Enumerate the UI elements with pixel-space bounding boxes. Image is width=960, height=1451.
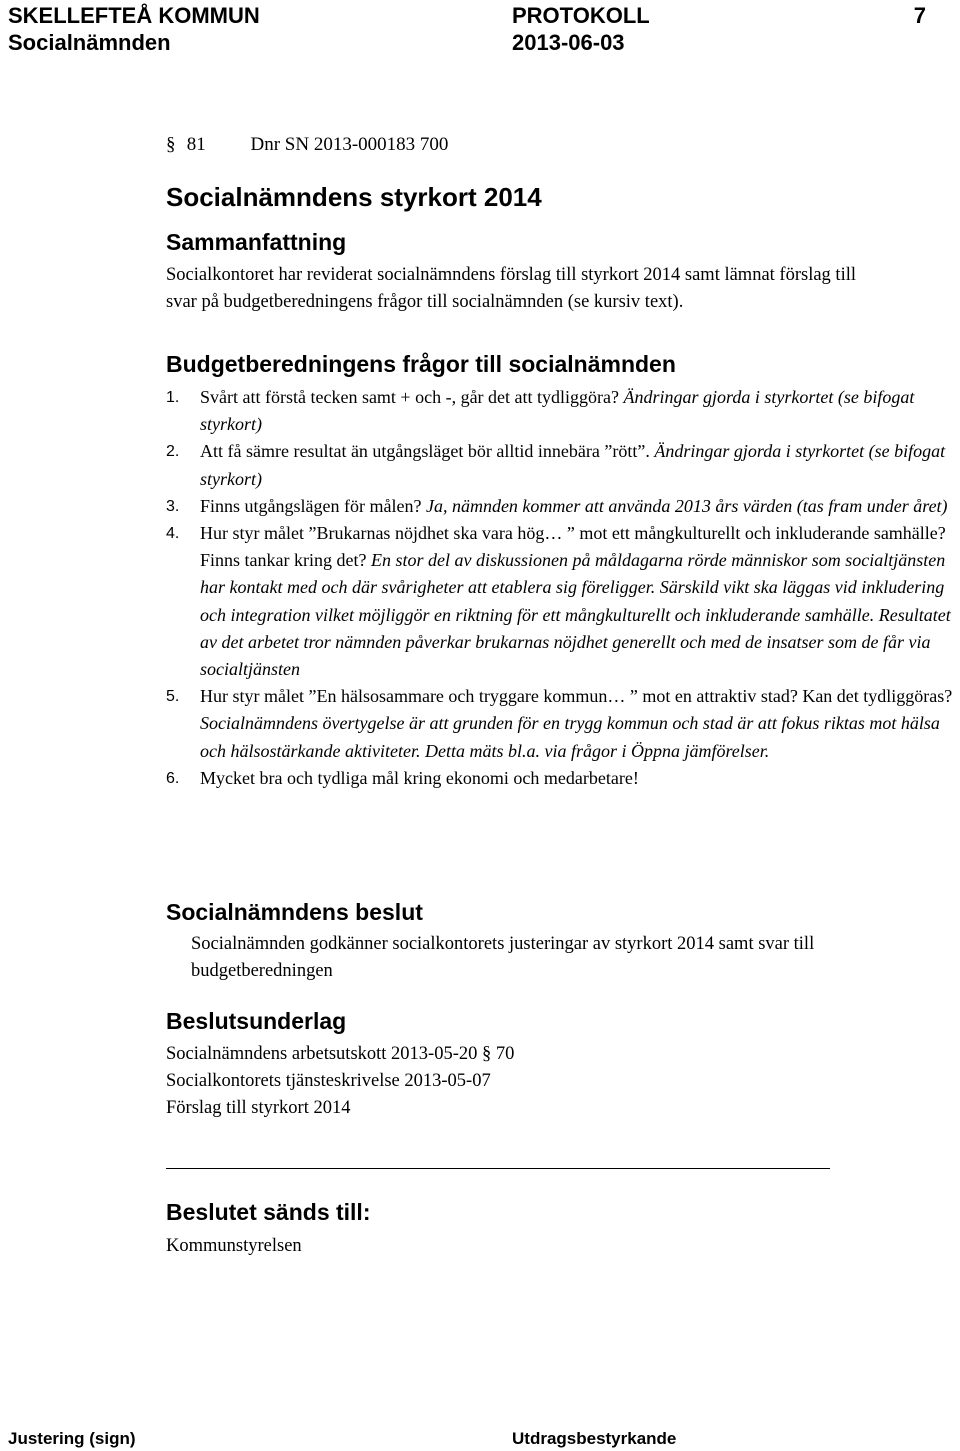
answer-text: Ja, nämnden kommer att använda 2013 års värden (tas fram under året) (425, 495, 948, 516)
decision-text: Socialnämnden godkänner socialkontorets justeringar av styrkort 2014 samt svar till budgetberedningen (191, 934, 815, 981)
doc-type: PROTOKOLL (512, 3, 650, 28)
paragraph-line (166, 134, 448, 156)
answer-text: Socialnämndens övertygelse är att grunden för en trygg kommun och stad är att fokus riktas mot hälsa och hälsostärkande aktiviteter. Detta mäts bl.a. via frågor i Öppna jämförelser. (200, 713, 940, 761)
list-item: 1. Svårt att förstå tecken samt + och -, går det att tydliggöra? Ändringar gjorda i styrkortet (se bifogat styrkort) (166, 387, 915, 435)
summary-text: Socialkontoret har reviderat socialnämndens förslag till styrkort 2014 samt lämnat förslag till svar på budgetberedningens frågor till socialnämnden (se kursiv text). (166, 265, 856, 312)
page-number: 7 (913, 3, 926, 28)
recipient: Kommunstyrelsen (166, 1236, 302, 1256)
extract-label: Utdragsbestyrkande (512, 1429, 677, 1448)
question-text: Svårt att förstå tecken samt + och -, går det att tydliggöra? (200, 387, 624, 407)
question-text: Mycket bra och tydliga mål kring ekonomi och medarbetare! (200, 767, 639, 788)
list-item: 2. Att få sämre resultat än utgångsläget bör alltid innebära ”rött”. Ändringar gjorda i styrkortet (se bifogat styrkort) (166, 441, 946, 489)
committee-name: Socialnämnden (8, 30, 171, 55)
page-header (8, 2, 926, 56)
answer-text: En stor del av diskussionen på måldagarna rörde människor som socialtjänsten har kontakt med och där svårigheter att etablera sig föreligger. Särskild vikt ska läggas vid inkludering och integration vilket möjliggör en riktning för ett mångkulturellt och inkluderande samhälle. Resultatet av det arbetet tror nämnden påverkar brukarnas nöjdhet generellt och med de insatser som de får via socialtjänsten (200, 550, 951, 680)
decision-heading: Socialnämndens beslut (166, 899, 423, 925)
questions-heading: Budgetberedningens frågor till socialnämnden (166, 351, 676, 377)
question-text: Finns utgångslägen för målen? (200, 495, 426, 516)
sent-to-heading: Beslutet sänds till: (166, 1199, 371, 1225)
org-name: SKELLEFTEÅ KOMMUN (8, 3, 260, 28)
basis-line: Socialkontorets tjänsteskrivelse 2013-05-07 (166, 1071, 491, 1091)
basis-line: Förslag till styrkort 2014 (166, 1098, 351, 1118)
paragraph-symbol: § (166, 134, 176, 155)
list-item: 3. Finns utgångslägen för målen? Ja, nämnden kommer att använda 2013 års värden (tas fram under året) (166, 495, 948, 516)
questions-list (166, 384, 956, 792)
list-item: 6. Mycket bra och tydliga mål kring ekonomi och medarbetare! (166, 767, 639, 788)
signature-label: Justering (sign) (8, 1429, 136, 1448)
divider (166, 1168, 830, 1169)
answer-text: Ändringar gjorda i styrkortet (se bifogat styrkort) (200, 387, 915, 435)
summary-heading: Sammanfattning (166, 229, 347, 255)
list-item: 4. Hur styr målet ”Brukarnas nöjdhet ska vara hög… ” mot ett mångkulturellt och inkluderande samhälle? Finns tankar kring det? En stor del av diskussionen på måldagarna rörde människor som socialtjänsten har kontakt med och där svårigheter att etablera sig föreligger. Särskild vikt ska läggas vid inkludering och integration vilket möjliggör en riktning för ett mångkulturellt och inkluderande samhälle. Resultatet av det arbetet tror nämnden påverkar brukarnas nöjdhet generellt och med de insatser som de får via socialtjänsten (166, 523, 951, 680)
basis-heading: Beslutsunderlag (166, 1008, 347, 1034)
diary-number: Dnr SN 2013-000183 700 (250, 134, 449, 155)
paragraph-number: 81 (186, 134, 206, 155)
question-text: Att få sämre resultat än utgångsläget bör alltid innebära ”rött”. (200, 441, 655, 462)
page-title: Socialnämndens styrkort 2014 (166, 182, 542, 212)
answer-text: Ändringar gjorda i styrkortet (se bifogat styrkort) (200, 441, 946, 489)
basis-line: Socialnämndens arbetsutskott 2013-05-20 § 70 (166, 1044, 515, 1064)
question-text: Hur styr målet ”Brukarnas nöjdhet ska vara hög… ” mot ett mångkulturellt och inkluderande samhälle? Finns tankar kring det? (200, 523, 946, 571)
question-text: Hur styr målet ”En hälsosammare och tryggare kommun… ” mot en attraktiv stad? Kan det tydliggöras? (200, 686, 953, 707)
meeting-date: 2013-06-03 (512, 30, 625, 55)
list-item: 5. Hur styr målet ”En hälsosammare och tryggare kommun… ” mot en attraktiv stad? Kan det tydliggöras? Socialnämndens övertygelse är att grunden för en trygg kommun och stad är att fokus riktas mot hälsa och hälsostärkande aktiviteter. Detta mäts bl.a. via frågor i Öppna jämförelser. (166, 686, 953, 761)
